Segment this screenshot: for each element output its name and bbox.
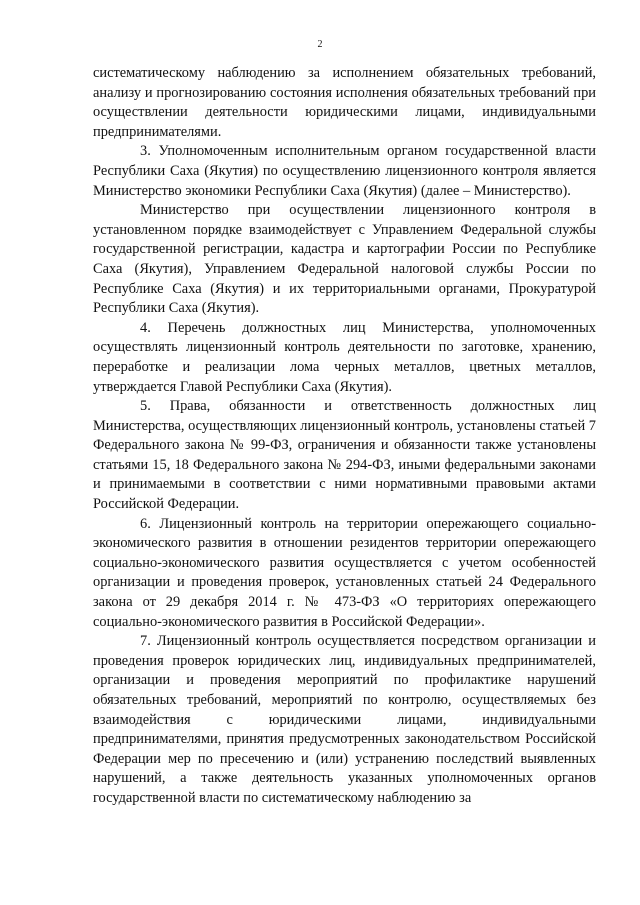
paragraph-ministry-interaction: Министерство при осуществлении лицензионного контроля в установленном порядке взаимодействует с Управлением Федеральной службы государственной регистрации, кадастра и картографии России по Республике Саха (Якутия), Управлением Федеральной налоговой службы России по Республике Саха (Якутия) и их территориальными органами, Прокуратурой Республики Саха (Якутия). [93,202,596,317]
paragraph-item-4: 4. Перечень должностных лиц Министерства, уполномоченных осуществлять лицензионный контроль деятельности по заготовке, хранению, переработке и реализации лома черных металлов, цветных металлов, утверждается Главой Республики Саха (Якутия). [93,319,596,395]
paragraph-continuation: систематическому наблюдению за исполнением обязательных требований, анализу и прогнозированию состояния исполнения обязательных требований при осуществлении деятельности юридическими лицами, индивидуальными предпринимателями. [93,65,596,140]
document-body [93,64,596,809]
paragraph-item-6: 6. Лицензионный контроль на территории опережающего социально-экономического развития в отношении резидентов территории опережающего социально-экономического развития осуществляется с учетом особенностей организации и проведения проверок, установленных статьей 24 Федерального закона от 29 декабря 2014 г. № 473-ФЗ «О территориях опережающего социально-экономического развития в Российской Федерации». [93,515,596,630]
paragraph-item-3: 3. Уполномоченным исполнительным органом государственной власти Республики Саха (Якутия) по осуществлению лицензионного контроля является Министерство экономики Республики Саха (Якутия) (далее – Министерство). [93,143,596,199]
page-number: 2 [317,39,323,50]
paragraph-item-5: 5. Права, обязанности и ответственность должностных лиц Министерства, осуществляющих лицензионный контроль, установлены статьей 7 Федерального закона № 99-ФЗ, ограничения и обязанности также установлены статьями 15, 18 Федерального закона № 294-ФЗ, иными федеральными законами и принимаемыми в соответствии с ними нормативными правовыми актами Российской Федерации. [93,398,596,513]
paragraph-item-7: 7. Лицензионный контроль осуществляется посредством организации и проведения проверок юридических лиц, индивидуальных предпринимателей, организации и проведения мероприятий по профилактике нарушений обязательных требований, мероприятий по контролю, осуществляемых без взаимодействия с юридическими лицами, индивидуальными предпринимателями, принятия предусмотренных законодательством Российской Федерации мер по пресечению и (или) устранению последствий выявленных нарушений, а также деятельность указанных уполномоченных органов государственной власти по систематическому наблюдению за [93,633,596,806]
